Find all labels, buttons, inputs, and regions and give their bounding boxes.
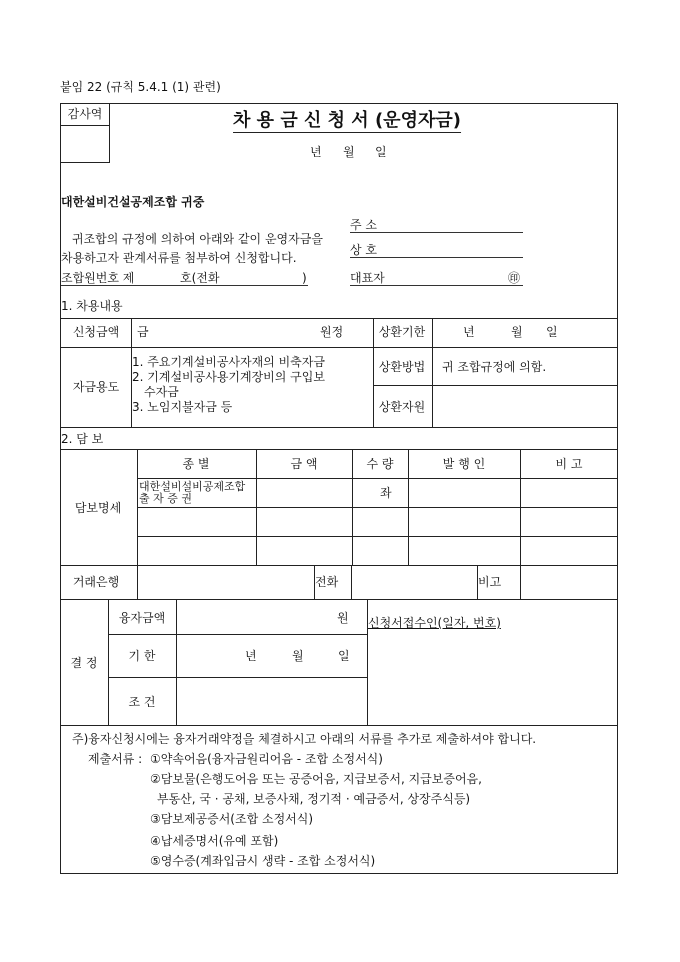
addressee: 대한설비건설공제조합 귀중 [61,195,205,209]
method-value: 귀 조합규정에 의함. [442,360,547,374]
due-month: 월 [511,325,523,339]
date-day: 일 [375,145,387,159]
decision-term-label: 기 한 [128,649,156,663]
col-header-type: 종 별 [182,457,210,471]
address-label: 주 소 [350,218,377,232]
rep-label: 대표자 [350,271,385,285]
bank-note-label: 비고 [478,575,502,589]
date-month: 월 [343,145,355,159]
seal-mark: ㊞ [508,271,521,285]
purpose-item: 3. 노임지불자금 등 [132,400,233,414]
row1-type-line2: 출 자 증 권 [139,492,192,505]
amount-suffix: 원정 [320,325,344,339]
date-year: 년 [310,145,322,159]
source-label: 상환자원 [378,400,426,414]
term-year: 년 [245,649,257,663]
decision-amount-unit: 원 [337,611,349,625]
due-label: 상환기한 [378,325,426,339]
doc-item: ①약속어음(융자금원리어음 - 조합 소정서식) [150,752,383,766]
section-2-title: 2. 담 보 [61,432,104,446]
bank-phone-label: 전화 [315,575,339,589]
company-label: 상 호 [350,243,377,257]
body-line-2: 차용하고자 관계서류를 첨부하여 신청합니다. [61,251,297,265]
col-header-issuer: 발 행 인 [442,457,486,471]
doc-item: ③담보제공증서(조합 소정서식) [150,812,314,826]
decision-amount-label: 융자금액 [118,611,166,625]
purpose-item: 2. 기계설비공사용기계장비의 구입보 [132,370,325,384]
decision-label: 결 정 [70,656,98,670]
member-close: ) [302,271,307,285]
due-day: 일 [546,325,558,339]
doc-item: ⑤영수증(계좌입금시 생략 - 조합 소정서식) [150,854,376,868]
decision-cond-label: 조 건 [128,695,156,709]
body-line-1: 귀조합의 규정에 의하여 아래와 같이 운영자금을 [72,232,323,246]
doc-item: 부동산, 국 · 공채, 보증사채, 정기적 · 예금증서, 상장주식등) [157,792,471,806]
term-day: 일 [338,649,350,663]
member-phone-label: 호(전화 [180,271,220,285]
purpose-label: 자금용도 [72,380,120,394]
due-year: 년 [463,325,475,339]
col-header-qty: 수 량 [366,457,394,471]
page-title: 차 용 금 신 청 서 (운영자금) [233,110,461,131]
method-label: 상환방법 [378,360,426,374]
header-note: 붙임 22 (규칙 5.4.1 (1) 관련) [60,80,221,94]
notes-main: 주)융자신청시에는 융자거래약정을 체결하시고 아래의 서류를 추가로 제출하셔야 합니다. [72,732,537,746]
purpose-item: 1. 주요기계설비공사자재의 비축자금 [132,355,325,369]
audit-label: 감사역 [67,107,103,121]
amount-label: 신청금액 [72,325,120,339]
collateral-label: 담보명세 [74,501,122,515]
doc-item: ④납세증명서(유예 포함) [150,834,279,848]
purpose-item: 수자금 [144,385,179,399]
amount-prefix: 금 [137,325,149,339]
row1-qty-unit: 좌 [380,486,392,500]
term-month: 월 [292,649,304,663]
row1-type-line1: 대한설비설비공제조합 [139,480,246,493]
col-header-note: 비 고 [555,457,583,471]
docs-label: 제출서류 : [88,752,143,766]
doc-item: ②담보물(은행도어음 또는 공증어음, 지급보증서, 지급보증어음, [150,772,482,786]
receipt-label: 신청서접수인(일자, 번호) [368,616,501,630]
bank-label: 거래은행 [72,575,120,589]
section-1-title: 1. 차용내용 [61,299,123,313]
col-header-amount: 금 액 [290,457,318,471]
member-no-label: 조합원번호 제 [61,271,135,285]
